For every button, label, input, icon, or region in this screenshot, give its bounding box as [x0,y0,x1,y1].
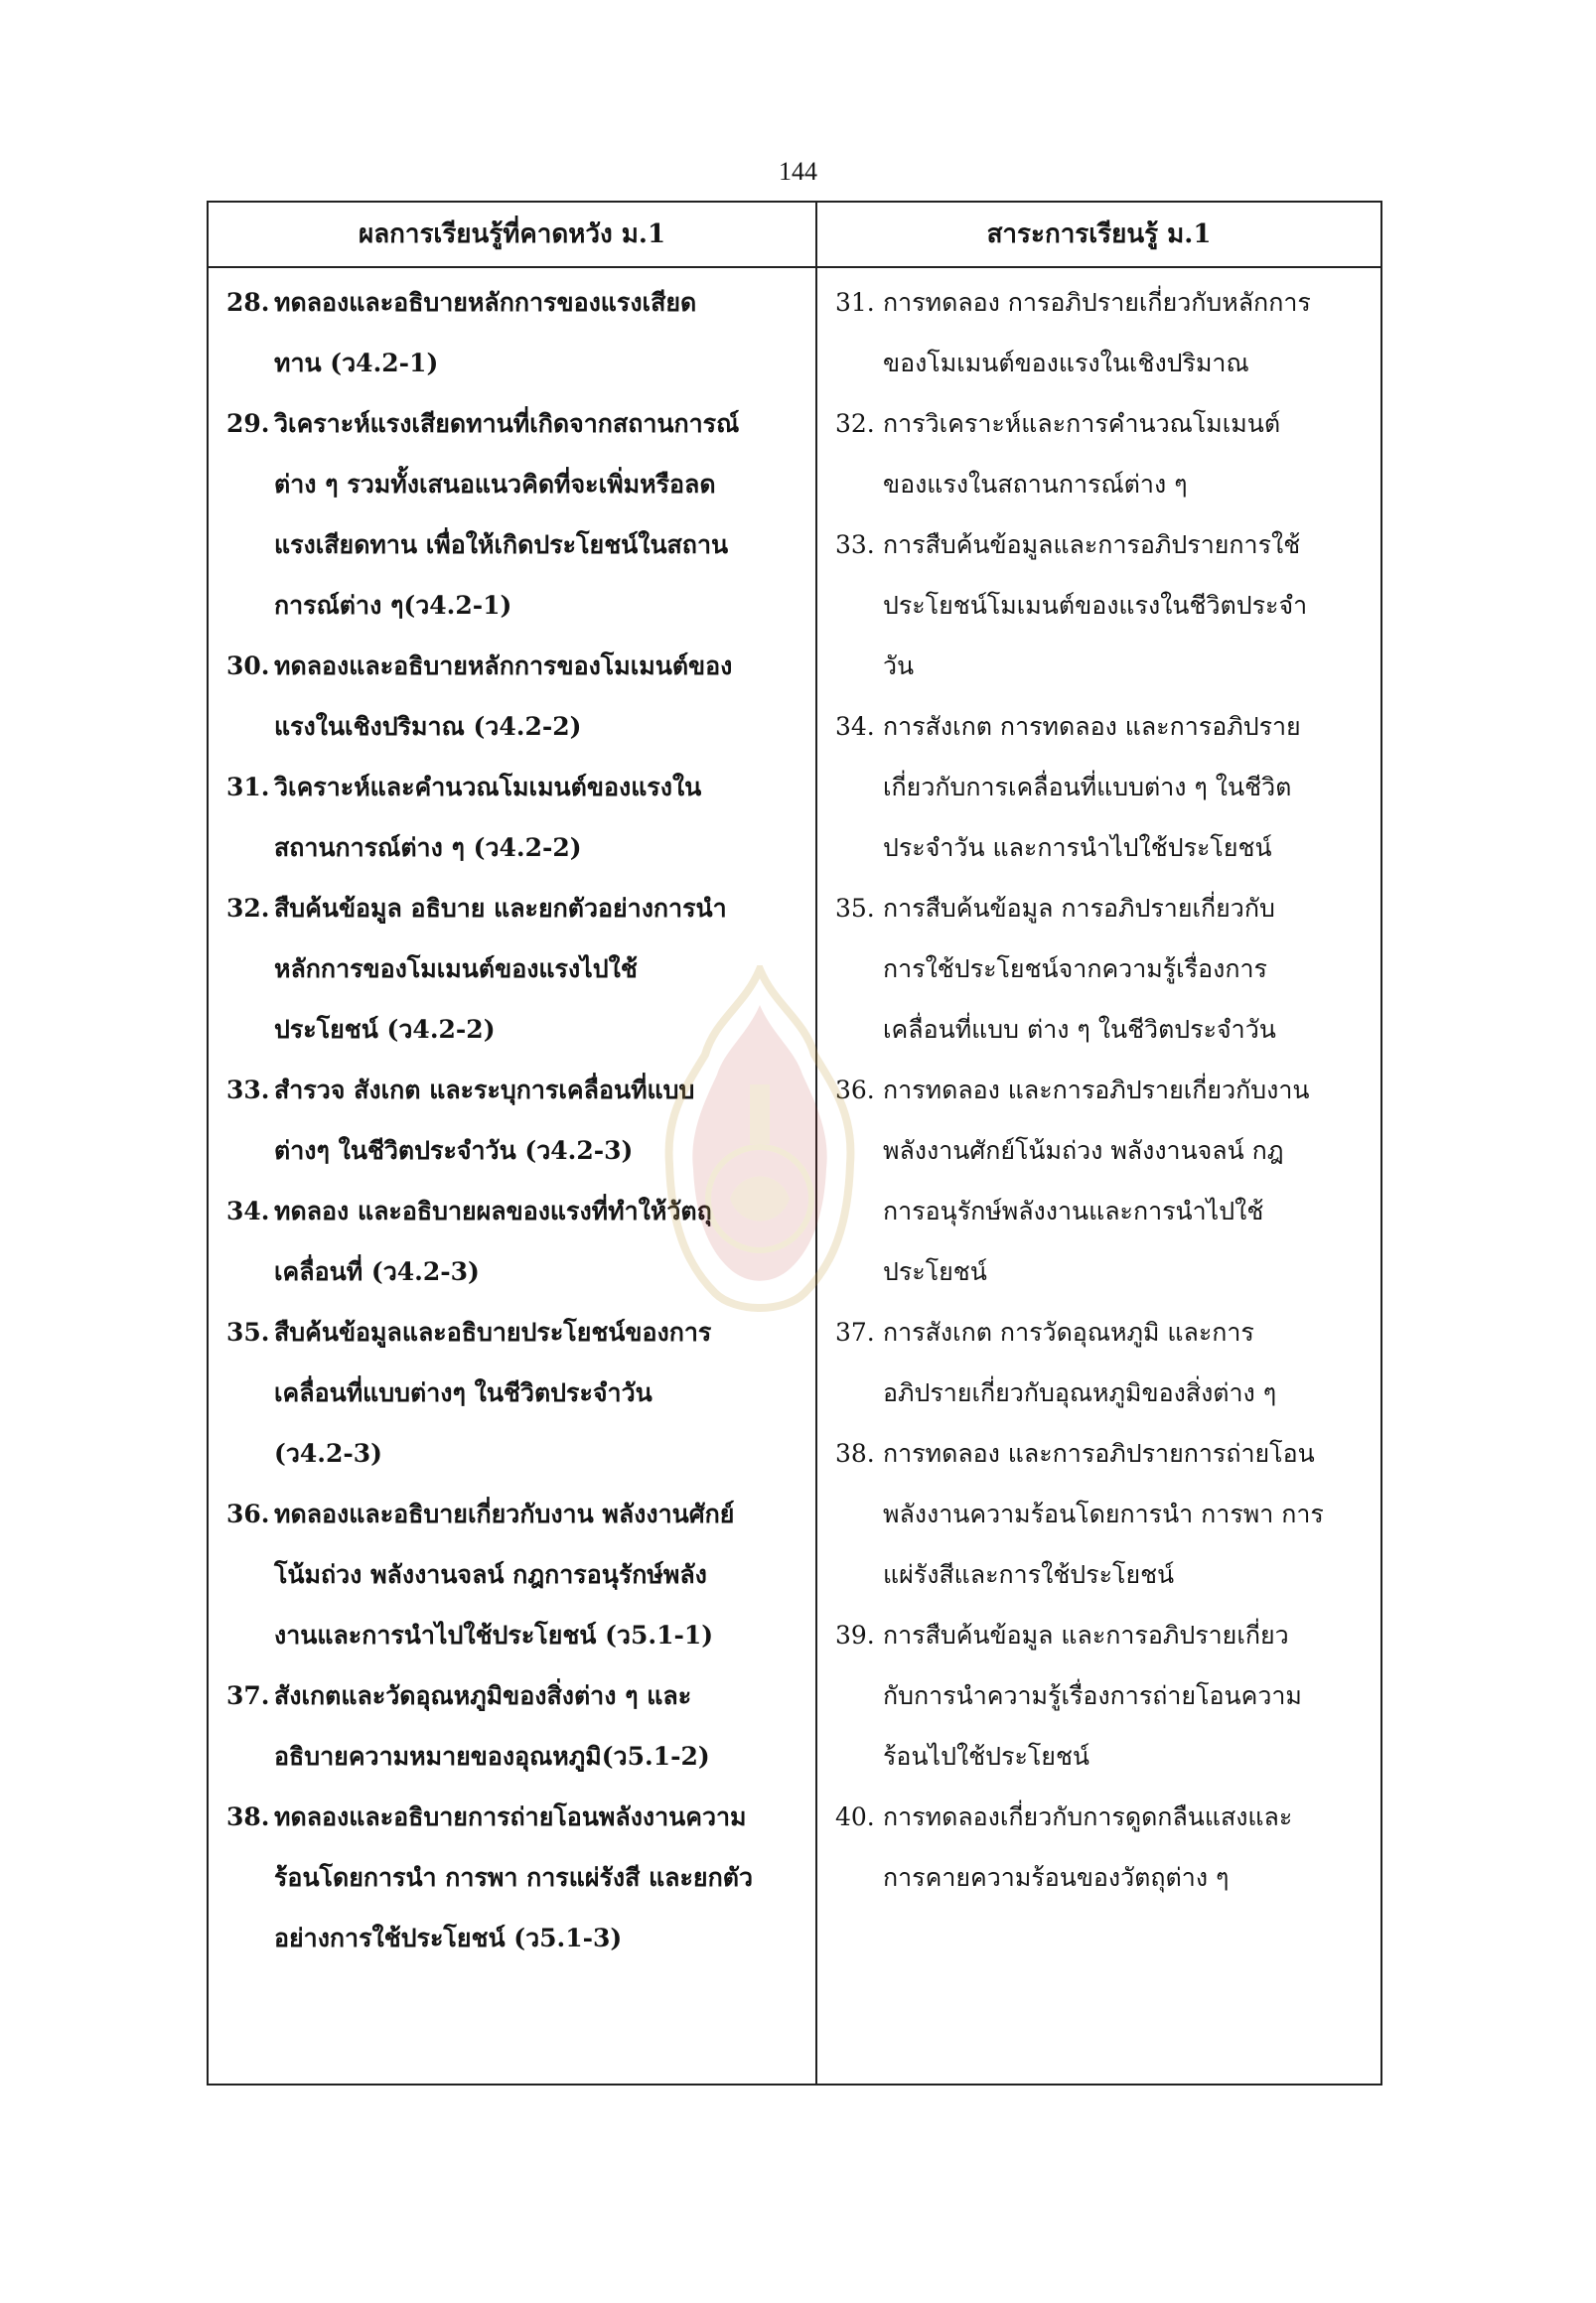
item-line: การอนุรักษ์พลังงานและการนำไปใช้ [883,1197,1264,1225]
expected-outcomes-column [226,272,806,2064]
item-number: 29. [226,409,270,438]
item-text [274,757,806,878]
item-line: ต่าง ๆ รวมทั้งเสนอแนวคิดที่จะเพิ่มหรือลด [274,470,716,499]
item-number: 33. [835,530,875,559]
right-item [835,878,1372,1060]
item-text [883,1787,1372,1908]
item-number: 32. [226,894,270,923]
item-line: สืบค้นข้อมูล อธิบาย และยกตัวอย่างการนำ [274,894,727,923]
item-line: ประโยชน์ [883,1257,987,1286]
item-line: แรงเสียดทาน เพื่อให้เกิดประโยชน์ในสถาน [274,530,729,559]
item-text [274,1787,806,1968]
left-item [226,393,806,636]
item-line: พลังงานความร้อนโดยการนำ การพา การ [883,1500,1324,1528]
item-text [883,393,1372,514]
item-number: 39. [835,1621,875,1650]
item-line: งานและการนำไปใช้ประโยชน์ (ว5.1-1) [274,1621,714,1650]
item-line: สถานการณ์ต่าง ๆ (ว4.2-2) [274,833,582,862]
item-number: 37. [835,1318,875,1347]
left-item [226,1787,806,1968]
right-item [835,1423,1372,1605]
item-text [883,878,1372,1060]
item-number: 33. [226,1076,270,1104]
item-line: เกี่ยวกับการเคลื่อนที่แบบต่าง ๆ ในชีวิต [883,773,1292,801]
item-line: ทดลองและอธิบายเกี่ยวกับงาน พลังงานศักย์ [274,1500,735,1528]
item-line: การสืบค้นข้อมูล การอภิปรายเกี่ยวกับ [883,894,1275,923]
item-number: 36. [226,1500,270,1528]
item-text [883,272,1372,393]
left-item [226,1181,806,1302]
item-line: แผ่รังสีและการใช้ประโยชน์ [883,1560,1175,1589]
item-number: 32. [835,409,875,438]
item-text [883,1060,1372,1302]
item-line: การทดลอง และการอภิปรายการถ่ายโอน [883,1439,1315,1468]
item-line: หลักการของโมเมนต์ของแรงไปใช้ [274,954,638,983]
right-item [835,1605,1372,1787]
item-number: 34. [835,712,875,741]
item-number: 40. [835,1802,875,1831]
item-line: วิเคราะห์แรงเสียดทานที่เกิดจากสถานการณ์ [274,409,740,438]
item-line: ร้อนไปใช้ประโยชน์ [883,1742,1090,1771]
item-line: ประจำวัน และการนำไปใช้ประโยชน์ [883,833,1272,862]
item-line: อย่างการใช้ประโยชน์ (ว5.1-3) [274,1924,623,1952]
item-line: สังเกตและวัดอุณหภูมิของสิ่งต่าง ๆ และ [274,1681,692,1710]
item-text [274,878,806,1060]
right-item [835,1787,1372,1908]
item-line: ทดลองและอธิบายหลักการของโมเมนต์ของ [274,651,733,680]
right-item [835,1060,1372,1302]
left-column-header: ผลการเรียนรู้ที่คาดหวัง ม.1 [358,219,666,249]
item-line: การสังเกต การวัดอุณหภูมิ และการ [883,1318,1254,1347]
item-number: 38. [226,1802,270,1831]
item-number: 31. [226,773,270,801]
item-line: เคลื่อนที่แบบต่างๆ ในชีวิตประจำวัน [274,1378,653,1407]
item-line: เคลื่อนที่ (ว4.2-3) [274,1257,480,1286]
item-line: การสืบค้นข้อมูล และการอภิปรายเกี่ยว [883,1621,1289,1650]
item-line: การณ์ต่าง ๆ(ว4.2-1) [274,591,512,620]
item-number: 38. [835,1439,875,1468]
item-number: 35. [226,1318,270,1347]
item-line: ทดลองและอธิบายหลักการของแรงเสียด [274,288,697,317]
item-line: การวิเคราะห์และการคำนวณโมเมนต์ [883,409,1281,438]
item-line: ร้อนโดยการนำ การพา การแผ่รังสี และยกตัว [274,1863,753,1892]
item-number: 35. [835,894,875,923]
item-text [274,636,806,757]
right-item [835,514,1372,696]
item-line: การทดลองเกี่ยวกับการดูดกลืนแสงและ [883,1802,1293,1831]
left-item [226,1484,806,1665]
item-line: ทดลองและอธิบายการถ่ายโอนพลังงานความ [274,1802,747,1831]
item-line: วิเคราะห์และคำนวณโมเมนต์ของแรงใน [274,773,702,801]
column-divider [815,203,817,2084]
item-line: ทดลอง และอธิบายผลของแรงที่ทำให้วัตถุ [274,1197,712,1225]
item-text [883,514,1372,696]
left-item [226,1302,806,1484]
item-line: ประโยชน์ (ว4.2-2) [274,1015,496,1044]
curriculum-table [207,201,1382,2086]
item-line: ประโยชน์โมเมนต์ของแรงในชีวิตประจำ [883,591,1308,620]
item-line: การทดลอง และการอภิปรายเกี่ยวกับงาน [883,1076,1310,1104]
item-number: 37. [226,1681,270,1710]
item-number: 31. [835,288,875,317]
item-text [274,393,806,636]
item-line: ของแรงในสถานการณ์ต่าง ๆ [883,470,1188,499]
item-line: แรงในเชิงปริมาณ (ว4.2-2) [274,712,582,741]
item-line: อธิบายความหมายของอุณหภูมิ(ว5.1-2) [274,1742,710,1771]
item-line: การสังเกต การทดลอง และการอภิปราย [883,712,1301,741]
item-line: วัน [883,651,915,680]
item-text [883,696,1372,878]
item-number: 36. [835,1076,875,1104]
item-number: 34. [226,1197,270,1225]
item-text [883,1605,1372,1787]
item-line: สืบค้นข้อมูลและอธิบายประโยชน์ของการ [274,1318,712,1347]
item-line: เคลื่อนที่แบบ ต่าง ๆ ในชีวิตประจำวัน [883,1015,1276,1044]
item-text [883,1423,1372,1605]
right-item [835,393,1372,514]
item-line: ทาน (ว4.2-1) [274,349,439,377]
right-item [835,272,1372,393]
learning-content-column [835,272,1372,2064]
left-item [226,1665,806,1787]
item-number: 30. [226,651,270,680]
item-line: กับการนำความรู้เรื่องการถ่ายโอนความ [883,1681,1302,1710]
right-column-header: สาระการเรียนรู้ ม.1 [986,219,1212,249]
item-text [274,1484,806,1665]
page-number: 144 [779,157,817,186]
left-item [226,272,806,393]
left-item [226,636,806,757]
left-item [226,878,806,1060]
left-item [226,757,806,878]
item-line: (ว4.2-3) [274,1439,382,1468]
item-line: การใช้ประโยชน์จากความรู้เรื่องการ [883,954,1267,983]
item-line: การคายความร้อนของวัตถุต่าง ๆ [883,1863,1230,1892]
item-line: โน้มถ่วง พลังงานจลน์ กฎการอนุรักษ์พลัง [274,1560,707,1589]
item-line: อภิปรายเกี่ยวกับอุณหภูมิของสิ่งต่าง ๆ [883,1378,1277,1407]
left-item [226,1060,806,1181]
item-text [274,1665,806,1787]
item-line: สำรวจ สังเกต และระบุการเคลื่อนที่แบบ [274,1076,695,1104]
item-text [274,1302,806,1484]
item-line: การทดลอง การอภิปรายเกี่ยวกับหลักการ [883,288,1311,317]
item-text [883,1302,1372,1423]
item-text [274,272,806,393]
right-item [835,1302,1372,1423]
item-text [274,1181,806,1302]
item-number: 28. [226,288,270,317]
item-line: ต่างๆ ในชีวิตประจำวัน (ว4.2-3) [274,1136,634,1165]
item-line: การสืบค้นข้อมูลและการอภิปรายการใช้ [883,530,1301,559]
item-line: ของโมเมนต์ของแรงในเชิงปริมาณ [883,349,1249,377]
table-header-row [209,203,1380,268]
item-line: พลังงานศักย์โน้มถ่วง พลังงานจลน์ กฎ [883,1136,1284,1165]
right-item [835,696,1372,878]
item-text [274,1060,806,1181]
